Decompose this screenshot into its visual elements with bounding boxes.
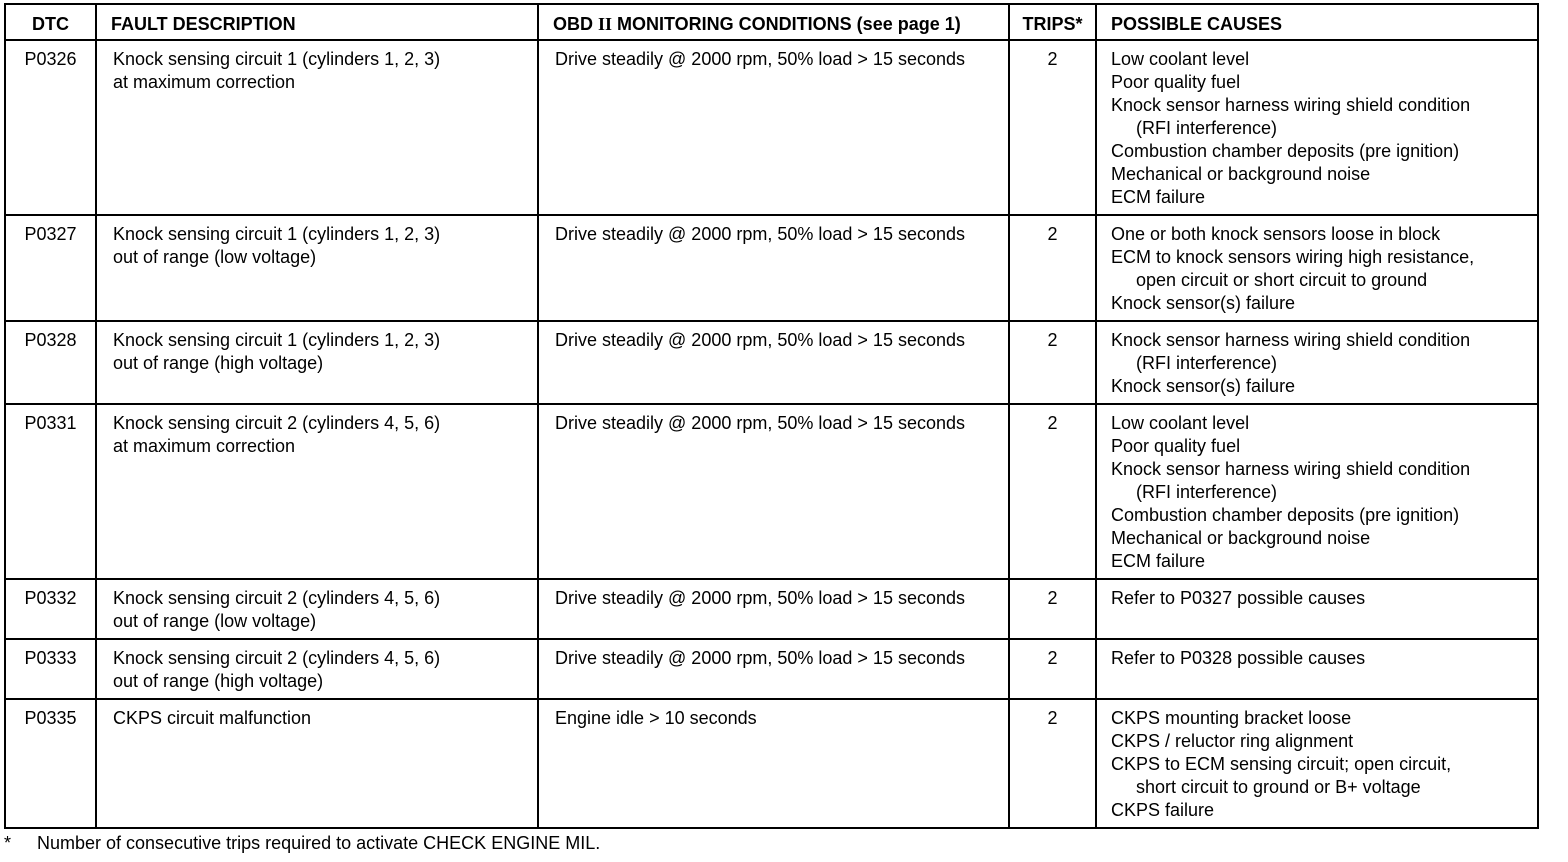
monitoring-condition-text: Engine idle > 10 seconds [555, 708, 757, 728]
cell-trips [1009, 639, 1096, 699]
cell-trips [1009, 404, 1096, 579]
cell-trips-content [1010, 405, 1095, 440]
trips-value: 2 [1047, 708, 1058, 728]
cell-possible-causes [1096, 321, 1538, 404]
possible-cause-line: Knock sensor(s) failure [1111, 293, 1296, 313]
possible-cause-line: One or both knock sensors loose in block [1111, 224, 1441, 244]
header-possible-causes-label: POSSIBLE CAUSES [1111, 14, 1283, 34]
possible-cause-line: Low coolant level [1111, 413, 1250, 433]
cell-possible-causes [1096, 579, 1538, 639]
cell-fault-description-content [97, 405, 537, 463]
possible-cause-line: (RFI interference) [1136, 353, 1278, 373]
trips-value: 2 [1047, 224, 1058, 244]
cell-possible-causes [1096, 40, 1538, 215]
possible-cause-line: CKPS / reluctor ring alignment [1111, 731, 1354, 751]
footnote-marker: * [4, 833, 12, 853]
cell-possible-causes-content [1097, 41, 1537, 214]
cell-trips-content [1010, 41, 1095, 76]
monitoring-condition-text: Drive steadily @ 2000 rpm, 50% load > 15 seconds [555, 224, 965, 244]
possible-cause-line: short circuit to ground or B+ voltage [1136, 777, 1421, 797]
table-row [5, 40, 1538, 215]
cell-fault-description-content [97, 322, 537, 380]
fault-description-line: Knock sensing circuit 2 (cylinders 4, 5, 6) [113, 648, 441, 668]
header-conditions-prefix: OBD [553, 14, 598, 34]
cell-monitoring-conditions [538, 639, 1009, 699]
cell-trips [1009, 579, 1096, 639]
fault-description-line: CKPS circuit malfunction [113, 708, 312, 728]
fault-description-line: out of range (low voltage) [113, 611, 317, 631]
monitoring-condition-text: Drive steadily @ 2000 rpm, 50% load > 15 seconds [555, 330, 965, 350]
monitoring-condition-text: Drive steadily @ 2000 rpm, 50% load > 15 seconds [555, 648, 965, 668]
possible-cause-line: ECM failure [1111, 187, 1206, 207]
cell-fault-description [96, 215, 538, 321]
fault-description-line: Knock sensing circuit 2 (cylinders 4, 5, 6) [113, 413, 441, 433]
dtc-code: P0335 [24, 708, 77, 728]
table-row [5, 321, 1538, 404]
dtc-code: P0328 [24, 330, 77, 350]
possible-cause-line: Combustion chamber deposits (pre ignition) [1111, 141, 1460, 161]
header-possible-causes [1096, 4, 1538, 40]
cell-monitoring-conditions-content [539, 640, 1008, 675]
cell-trips [1009, 699, 1096, 828]
dtc-code: P0333 [24, 648, 77, 668]
fault-description-line: out of range (low voltage) [113, 247, 317, 267]
cell-fault-description-content [97, 580, 537, 638]
table-row [5, 579, 1538, 639]
fault-description-line: at maximum correction [113, 72, 296, 92]
possible-cause-line: Poor quality fuel [1111, 72, 1241, 92]
possible-cause-line: Knock sensor harness wiring shield condition [1111, 330, 1471, 350]
table-row [5, 404, 1538, 579]
cell-dtc [5, 321, 96, 404]
cell-trips-content [1010, 216, 1095, 251]
cell-fault-description-content [97, 216, 537, 274]
trips-value: 2 [1047, 330, 1058, 350]
cell-dtc [5, 639, 96, 699]
footnote-text: Number of consecutive trips required to activate CHECK ENGINE MIL. [37, 833, 601, 853]
table-row [5, 215, 1538, 321]
cell-monitoring-conditions [538, 699, 1009, 828]
fault-description-line: Knock sensing circuit 1 (cylinders 1, 2, 3) [113, 224, 441, 244]
cell-monitoring-conditions-content [539, 580, 1008, 615]
possible-cause-line: (RFI interference) [1136, 118, 1278, 138]
footnote [4, 832, 600, 855]
cell-monitoring-conditions [538, 404, 1009, 579]
cell-possible-causes [1096, 699, 1538, 828]
cell-dtc [5, 404, 96, 579]
cell-monitoring-conditions [538, 215, 1009, 321]
header-conditions-suffix: MONITORING CONDITIONS (see page 1) [612, 14, 961, 34]
cell-fault-description-content [97, 640, 537, 698]
cell-dtc-content [6, 405, 95, 440]
trips-value: 2 [1047, 49, 1058, 69]
possible-cause-line: Knock sensor harness wiring shield condition [1111, 459, 1471, 479]
cell-dtc [5, 40, 96, 215]
monitoring-condition-text: Drive steadily @ 2000 rpm, 50% load > 15 seconds [555, 49, 965, 69]
cell-possible-causes-content [1097, 405, 1537, 578]
possible-cause-line: CKPS failure [1111, 800, 1215, 820]
header-fault-description [96, 4, 538, 40]
possible-cause-line: open circuit or short circuit to ground [1136, 270, 1428, 290]
cell-dtc-content [6, 700, 95, 735]
cell-monitoring-conditions-content [539, 700, 1008, 735]
dtc-code: P0331 [24, 413, 77, 433]
possible-cause-line: Mechanical or background noise [1111, 528, 1371, 548]
possible-cause-line: CKPS mounting bracket loose [1111, 708, 1352, 728]
fault-description-line: out of range (high voltage) [113, 353, 324, 373]
possible-cause-line: Refer to P0327 possible causes [1111, 588, 1366, 608]
cell-monitoring-conditions [538, 579, 1009, 639]
cell-possible-causes-content [1097, 216, 1537, 320]
trips-value: 2 [1047, 588, 1058, 608]
cell-dtc-content [6, 322, 95, 357]
fault-description-line: at maximum correction [113, 436, 296, 456]
cell-possible-causes-content [1097, 322, 1537, 403]
monitoring-condition-text: Drive steadily @ 2000 rpm, 50% load > 15 seconds [555, 588, 965, 608]
monitoring-condition-text: Drive steadily @ 2000 rpm, 50% load > 15 seconds [555, 413, 965, 433]
cell-trips-content [1010, 700, 1095, 735]
dtc-table [4, 3, 1539, 829]
possible-cause-line: Low coolant level [1111, 49, 1250, 69]
cell-monitoring-conditions [538, 40, 1009, 215]
header-monitoring-conditions-label [539, 13, 1008, 36]
dtc-code: P0327 [24, 224, 77, 244]
header-conditions-roman: II [598, 14, 613, 34]
cell-fault-description [96, 40, 538, 215]
possible-cause-line: Knock sensor(s) failure [1111, 376, 1296, 396]
cell-fault-description-content [97, 700, 537, 735]
fault-description-line: Knock sensing circuit 2 (cylinders 4, 5, 6) [113, 588, 441, 608]
cell-fault-description [96, 404, 538, 579]
cell-fault-description [96, 321, 538, 404]
possible-cause-line: Mechanical or background noise [1111, 164, 1371, 184]
cell-fault-description [96, 579, 538, 639]
header-trips-label: TRIPS* [1022, 14, 1083, 34]
cell-trips [1009, 215, 1096, 321]
cell-monitoring-conditions-content [539, 41, 1008, 76]
cell-possible-causes-content [1097, 580, 1537, 615]
cell-dtc [5, 215, 96, 321]
dtc-code: P0326 [24, 49, 77, 69]
cell-possible-causes-content [1097, 640, 1537, 675]
fault-description-line: out of range (high voltage) [113, 671, 324, 691]
fault-description-line: Knock sensing circuit 1 (cylinders 1, 2, 3) [113, 330, 441, 350]
cell-possible-causes-content [1097, 700, 1537, 827]
cell-fault-description-content [97, 41, 537, 99]
cell-trips-content [1010, 640, 1095, 675]
cell-dtc-content [6, 640, 95, 675]
cell-monitoring-conditions-content [539, 322, 1008, 357]
possible-cause-line: (RFI interference) [1136, 482, 1278, 502]
cell-possible-causes [1096, 404, 1538, 579]
table-header-row [5, 4, 1538, 40]
cell-fault-description [96, 699, 538, 828]
trips-value: 2 [1047, 413, 1058, 433]
cell-fault-description [96, 639, 538, 699]
cell-dtc-content [6, 41, 95, 76]
possible-cause-line: ECM to knock sensors wiring high resistance, [1111, 247, 1475, 267]
cell-monitoring-conditions-content [539, 405, 1008, 440]
cell-possible-causes [1096, 639, 1538, 699]
header-dtc [5, 4, 96, 40]
header-dtc-label: DTC [32, 14, 69, 34]
possible-cause-line: Combustion chamber deposits (pre ignition) [1111, 505, 1460, 525]
header-monitoring-conditions [538, 4, 1009, 40]
possible-cause-line: Poor quality fuel [1111, 436, 1241, 456]
cell-possible-causes [1096, 215, 1538, 321]
fault-description-line: Knock sensing circuit 1 (cylinders 1, 2, 3) [113, 49, 441, 69]
trips-value: 2 [1047, 648, 1058, 668]
cell-monitoring-conditions-content [539, 216, 1008, 251]
cell-dtc [5, 699, 96, 828]
cell-trips-content [1010, 322, 1095, 357]
possible-cause-line: Refer to P0328 possible causes [1111, 648, 1366, 668]
header-fault-description-label: FAULT DESCRIPTION [111, 14, 296, 34]
cell-monitoring-conditions [538, 321, 1009, 404]
table-row [5, 699, 1538, 828]
possible-cause-line: CKPS to ECM sensing circuit; open circuit, [1111, 754, 1452, 774]
table-row [5, 639, 1538, 699]
cell-trips [1009, 40, 1096, 215]
possible-cause-line: Knock sensor harness wiring shield condition [1111, 95, 1471, 115]
cell-dtc [5, 579, 96, 639]
cell-dtc-content [6, 216, 95, 251]
table-body [5, 40, 1538, 828]
cell-dtc-content [6, 580, 95, 615]
possible-cause-line: ECM failure [1111, 551, 1206, 571]
cell-trips [1009, 321, 1096, 404]
cell-trips-content [1010, 580, 1095, 615]
header-trips [1009, 4, 1096, 40]
dtc-code: P0332 [24, 588, 77, 608]
